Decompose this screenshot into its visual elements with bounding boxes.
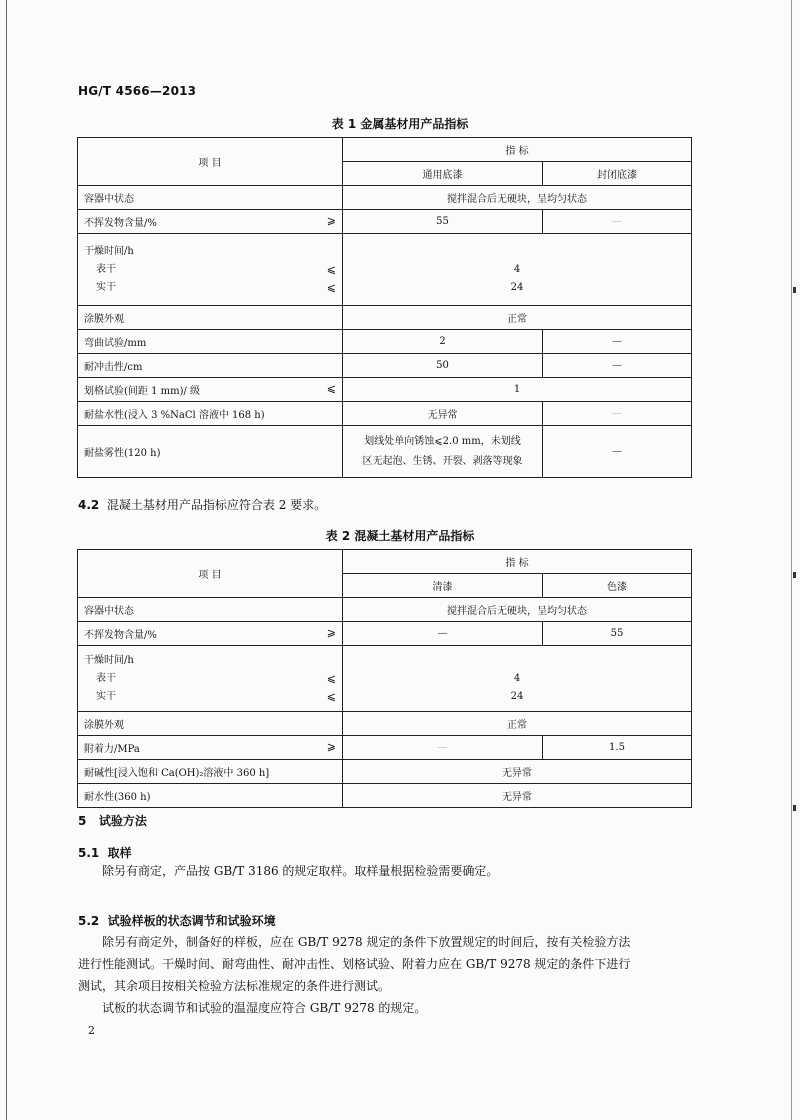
- section-5-heading: 5 试验方法: [78, 814, 147, 828]
- clause-4-2: 4.2 混凝土基材用产品指标应符合表 2 要求。: [78, 498, 327, 512]
- scan-mark: [793, 572, 796, 578]
- table2-col-b: 色漆: [543, 574, 692, 598]
- table-row: 耐水性(360 h) 无异常: [78, 784, 692, 808]
- table2-head-index: 指 标: [343, 550, 692, 574]
- section-5-1-text: 除另有商定，产品按 GB/T 3186 的规定取样。取样量根据检验需要确定。: [102, 864, 499, 878]
- table-row: 划格试验(间距 1 mm)/ 级 ⩽ 1: [78, 378, 692, 402]
- table-row: 不挥发物含量/% ⩾ 55 —: [78, 210, 692, 234]
- table1-head-item: 项 目: [78, 138, 343, 186]
- section-5-1-heading: 5.1 取样: [78, 846, 132, 860]
- table-row: 干燥时间/h 表干 ⩽ 实干 ⩽ 4 24: [78, 646, 692, 712]
- table2-col-a: 清漆: [343, 574, 543, 598]
- table-row: 不挥发物含量/% ⩾ — 55: [78, 622, 692, 646]
- table1-col-a: 通用底漆: [343, 162, 543, 186]
- page-edge-line: [6, 0, 7, 1120]
- table-row: 耐碱性[浸入饱和 Ca(OH)₂溶液中 360 h] 无异常: [78, 760, 692, 784]
- table-row: 涂膜外观 正常: [78, 712, 692, 736]
- table-row: 附着力/MPa ⩾ — 1.5: [78, 736, 692, 760]
- table-row: 弯曲试验/mm 2 —: [78, 330, 692, 354]
- table1-head-index: 指 标: [343, 138, 692, 162]
- section-5-2-heading: 5.2 试验样板的状态调节和试验环境: [78, 914, 276, 928]
- table-row: 容器中状态 搅拌混合后无硬块，呈均匀状态: [78, 598, 692, 622]
- table2-caption: 表 2 混凝土基材用产品指标: [325, 529, 475, 543]
- table-row: 涂膜外观 正常: [78, 306, 692, 330]
- table2: [77, 549, 692, 808]
- page-number: 2: [88, 1024, 95, 1037]
- table-row: 耐盐水性(浸入 3 %NaCl 溶液中 168 h) 无异常 —: [78, 402, 692, 426]
- scan-mark: [793, 805, 796, 811]
- page-edge-line: [791, 0, 792, 1120]
- scan-mark: [793, 287, 796, 293]
- table1-col-b: 封闭底漆: [543, 162, 692, 186]
- table-row: 耐盐雾性(120 h) 划线处单向锈蚀⩽2.0 mm，未划线 区无起泡、生锈、开裂、剥落等现象 —: [78, 426, 692, 478]
- table1: [77, 137, 692, 478]
- table1-caption: 表 1 金属基材用产品指标: [331, 117, 469, 131]
- table2-head-item: 项 目: [78, 550, 343, 598]
- table-row: 容器中状态 搅拌混合后无硬块，呈均匀状态: [78, 186, 692, 210]
- table-row: 耐冲击性/cm 50 —: [78, 354, 692, 378]
- standard-code: HG/T 4566—2013: [78, 84, 197, 98]
- section-5-2-paragraph: 除另有商定外，制备好的样板，应在 GB/T 9278 规定的条件下放置规定的时间后，按有关检验方法 进行性能测试。干燥时间、耐弯曲性、耐冲击性、划格试验、附着力应在 GB/T 9278 规定的条件下进行 测试，其余项目按相关检验方法标准规定的条件进行测试。 试板的状态调节和试验的温湿度应符合 GB/T 9278 的规定。: [78, 935, 631, 1015]
- table-row: 干燥时间/h 表干 ⩽ 实干 ⩽ 4 24: [78, 234, 692, 306]
